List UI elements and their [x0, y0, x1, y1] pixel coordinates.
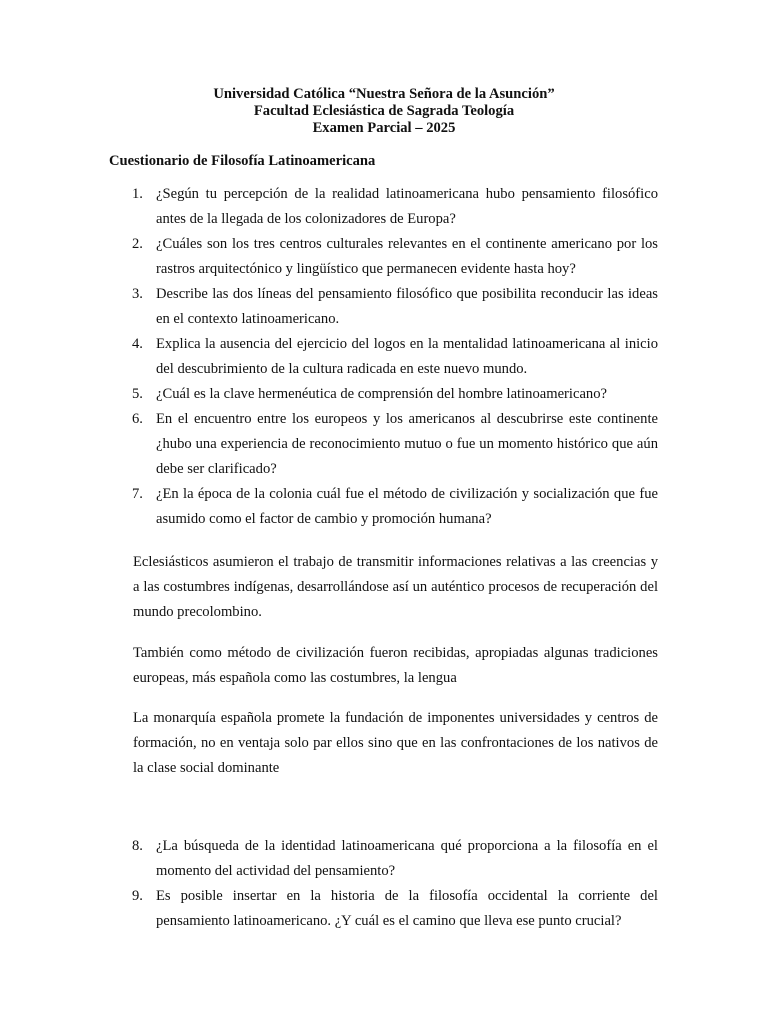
paragraph: Eclesiásticos asumieron el trabajo de transmitir informaciones relativas a las creencias y a las costumbres indígenas, desarrollándose así un auténtico procesos de recuperación del mundo precolombino.	[133, 554, 658, 620]
question-item	[0, 382, 658, 407]
question-text: ¿En la época de la colonia cuál fue el método de civilización y socialización que fue asumido como el factor de cambio y promoción humana?	[156, 486, 658, 527]
question-text: Explica la ausencia del ejercicio del logos en la mentalidad latinoamericana al inicio del descubrimiento de la cultura radicada en este nuevo mundo.	[156, 336, 658, 377]
paragraph: La monarquía española promete la fundación de imponentes universidades y centros de formación, no en ventaja solo par ellos sino que en las confrontaciones de los nativos de la clase social dominante	[133, 710, 658, 776]
question-item	[0, 182, 658, 232]
question-number: 2.	[132, 236, 143, 252]
university-name: Universidad Católica “Nuestra Señora de la Asunción”	[213, 86, 555, 102]
paragraph: También como método de civilización fueron recibidas, apropiadas algunas tradiciones europeas, más española como las costumbres, la lengua	[133, 645, 658, 686]
section-title: Cuestionario de Filosofía Latinoamericana	[109, 153, 376, 169]
question-text: En el encuentro entre los europeos y los americanos al descubrirse este continente ¿hubo una experiencia de reconocimiento mutuo o fue un momento histórico que aún debe ser clarificado?	[156, 411, 658, 477]
question-number: 9.	[132, 888, 143, 904]
question-item	[0, 482, 658, 532]
question-text: Describe las dos líneas del pensamiento filosófico que posibilita reconducir las ideas en el contexto latinoamericano.	[156, 286, 658, 327]
question-list-2	[0, 834, 658, 934]
faculty-name: Facultad Eclesiástica de Sagrada Teología	[253, 103, 515, 119]
question-number: 5.	[132, 386, 143, 402]
question-text: ¿Según tu percepción de la realidad latinoamericana hubo pensamiento filosófico antes de la llegada de los colonizadores de Europa?	[156, 186, 658, 227]
question-number: 4.	[132, 336, 143, 352]
document-header	[0, 86, 768, 137]
question-item	[0, 332, 658, 382]
question-number: 8.	[132, 838, 143, 854]
question-text: ¿Cuál es la clave hermenéutica de comprensión del hombre latinoamericano?	[156, 386, 607, 402]
question-text: ¿Cuáles son los tres centros culturales relevantes en el continente americano por los rastros arquitectónico y lingüístico que permanecen evidente hasta hoy?	[156, 236, 658, 277]
question-number: 7.	[132, 486, 143, 502]
question-item	[0, 884, 658, 934]
question-item	[0, 232, 658, 282]
question-text: ¿La búsqueda de la identidad latinoamericana qué proporciona a la filosofía en el momento del actividad del pensamiento?	[156, 838, 658, 879]
question-item	[0, 282, 658, 332]
exam-title: Examen Parcial – 2025	[312, 120, 456, 136]
question-number: 6.	[132, 411, 143, 427]
question-item	[0, 834, 658, 884]
question-item	[0, 407, 658, 482]
question-list-1	[0, 182, 658, 532]
question-number: 3.	[132, 286, 143, 302]
question-number: 1.	[132, 186, 143, 202]
question-text: Es posible insertar en la historia de la filosofía occidental la corriente del pensamiento latinoamericano. ¿Y cuál es el camino que lleva ese punto crucial?	[156, 888, 658, 929]
